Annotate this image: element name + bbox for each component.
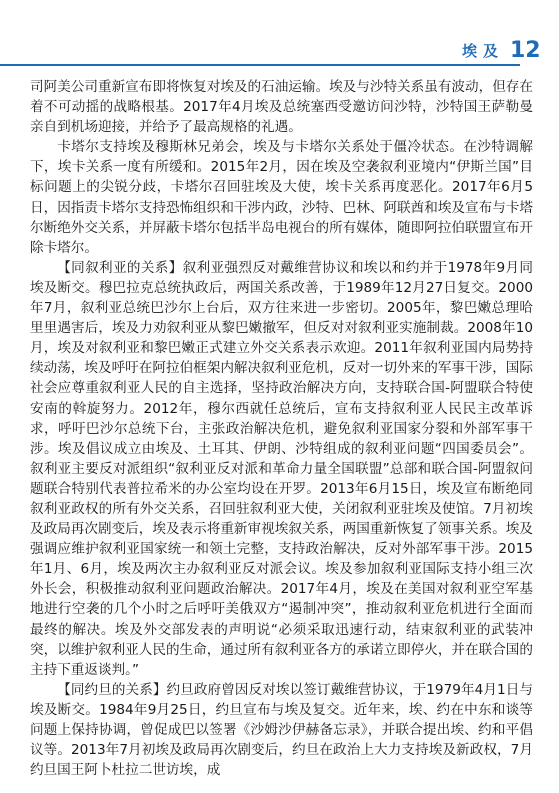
paragraph: 【同约旦的关系】约旦政府曾因反对埃以签订戴维营协议，于1979年4月1日与埃及断交。1984年9月25日，约旦宣布与埃及复交。近年来，埃、约在中东和谈等问题上保持协调，曾促成巴以签署《沙姆沙伊赫备忘录》，并联合提出埃、约和平倡议等。2013年7月初埃及政局再次剧变后，约旦在政治上大力支持埃及新政权，7月约旦国王阿卜杜拉二世访埃，成 [30,681,533,779]
section-title: 埃及 [462,42,505,60]
page-header [0,0,559,70]
paragraph: 【同叙利亚的关系】叙利亚强烈反对戴维营协议和埃以和约并于1978年9月同埃及断交。穆巴拉克总统执政后，两国关系改善，于1989年12月27日复交。2000年7月，叙利亚总统巴沙尔上台后，双方往来进一步密切。2005年，黎巴嫩总理哈里里遇害后，埃及力劝叙利亚从黎巴嫩撤军，但反对对叙利亚实施制裁。2008年10月，埃及对叙利亚和黎巴嫩正式建立外交关系表示欢迎。2011年叙利亚国内局势持续动荡，埃及呼吁在阿拉伯框架内解决叙利亚危机，反对一切外来的军事干涉，国际社会应尊重叙利亚人民的自主选择，坚持政治解决方向，支持联合国-阿盟联合特使安南的斡旋努力。2012年，穆尔西就任总统后，宣布支持叙利亚人民民主改革诉求，呼吁巴沙尔总统下台，主张政治解决危机，避免叙利亚国家分裂和外部军事干涉。埃及倡议成立由埃及、土耳其、伊朗、沙特组成的叙利亚问题“四国委员会”。叙利亚主要反对派组织“叙利亚反对派和革命力量全国联盟”总部和联合国-阿盟叙问题联合特别代表普拉希米的办公室均设在开罗。2013年6月15日，埃及宣布断绝同叙利亚政权的所有外交关系，召回驻叙利亚大使，关闭叙利亚驻埃及使馆。7月初埃及政局再次剧变后，埃及表示将重新审视埃叙关系，两国重新恢复了领事关系。埃及强调应维护叙利亚国家统一和领土完整，支持政治解决，反对外部军事干涉。2015年1月、6月，埃及两次主办叙利亚反对派会议。埃及参加叙利亚国际支持小组三次外长会，积极推动叙利亚问题政治解决。2017年4月，埃及在美国对叙利亚空军基地进行空袭的几个小时之后呼吁美俄双方“遏制冲突”，推动叙利亚危机进行全面而最终的解决。埃及外交部发表的声明说“必须采取迅速行动，结束叙利亚的武装冲突，以维护叙利亚人民的生命，通过所有叙利亚各方的承诺立即停火，并在联合国的主持下重返谈判。” [30,259,533,678]
paragraph: 司阿美公司重新宣布即将恢复对埃及的石油运输。埃及与沙特关系虽有波动，但存在着不可动摇的战略根基。2017年4月埃及总统塞西受邀访问沙特，沙特国王萨勒曼亲自到机场迎接，并给予了最高规格的礼遇。 [30,79,533,136]
paragraph: 卡塔尔支持埃及穆斯林兄弟会，埃及与卡塔尔关系处于僵冷状态。在沙特调解下，埃卡关系一度有所缓和。2015年2月，因在埃及空袭叙利亚境内“伊斯兰国”目标问题上的尖锐分歧，卡塔尔召回驻埃及大使，埃卡关系再度恶化。2017年6月5日，因指责卡塔尔支持恐怖组织和干涉内政，沙特、巴林、阿联酋和埃及宣布与卡塔尔断绝外交关系，并屏蔽卡塔尔包括半岛电视台的所有媒体，随即阿拉伯联盟宣布开除卡塔尔。 [30,139,533,256]
body-text [30,77,533,780]
page-number: 12 [510,38,541,63]
header-rule [0,64,520,66]
